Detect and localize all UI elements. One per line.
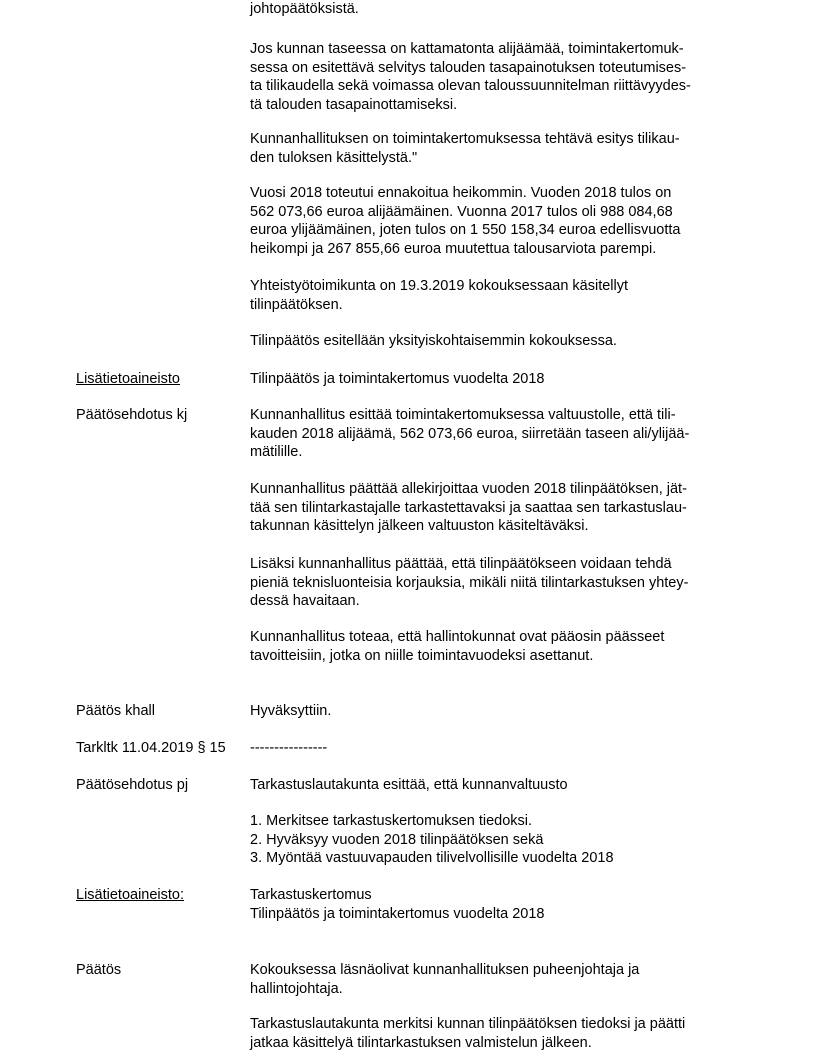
paatosehdotus-pj-intro xyxy=(250,776,750,795)
text-line: Jos kunnan taseessa on kattamatonta alijäämää, toimintakertomuk- xyxy=(250,41,684,57)
text-line: Tilinpäätös ja toimintakertomus vuodelta 2018 xyxy=(250,905,545,922)
text-line: Kunnanhallitus päättää allekirjoittaa vuoden 2018 tilinpäätöksen, jät- xyxy=(250,481,687,497)
text-line: tää sen tilintarkastajalle tarkastettavaksi ja saattaa sen tarkastuslau- xyxy=(250,499,687,516)
paatos-label: Päätös xyxy=(76,962,122,978)
text-line: takunnan käsittelyn jälkeen valtuuston käsiteltäväksi. xyxy=(250,518,589,534)
text-line: Kunnanhallituksen on toimintakertomuksessa tehtävä esitys tilikau- xyxy=(250,131,680,147)
text-line: tilinpäätöksen. xyxy=(250,296,343,313)
paatos-khall-label: Päätös khall xyxy=(76,703,155,719)
intro-paragraph-2 xyxy=(250,130,750,167)
lisatietoaineisto-text xyxy=(250,370,750,389)
text-line: Kunnanhallitus esittää toimintakertomuksessa valtuustolle, että tili- xyxy=(250,407,676,423)
intro-paragraph-4 xyxy=(250,277,750,314)
paatos-paragraph-1 xyxy=(250,961,750,998)
list-item: 2. Hyväksyy vuoden 2018 tilinpäätöksen sekä xyxy=(250,831,544,848)
intro-paragraph-5 xyxy=(250,332,750,351)
paatosehdotus-kj-paragraph-3 xyxy=(250,555,750,611)
text-line: sessa on esitettävä selvitys talouden tasapainotuksen toteutumises- xyxy=(250,59,687,76)
paatosehdotus-pj-label: Päätösehdotus pj xyxy=(76,777,189,793)
text-line: Tarkastuslautakunta esittää, että kunnanvaltuusto xyxy=(250,777,568,793)
text-line: jatkaa käsittelyä tilintarkastuksen valmistelun jälkeen. xyxy=(250,1034,592,1051)
intro-paragraph-1 xyxy=(250,40,750,114)
text-line: dessä havaitaan. xyxy=(250,593,360,609)
text-line: den tuloksen käsittelystä." xyxy=(250,149,418,166)
text-line: Kokouksessa läsnäolivat kunnanhallituksen puheenjohtaja ja xyxy=(250,962,640,978)
text-line: euroa ylijäämäinen, joten tulos on 1 550 158,34 euroa edellisvuotta xyxy=(250,222,681,238)
text-line: 562 073,66 euroa alijäämäinen. Vuonna 2017 tulos oli 988 084,68 xyxy=(250,203,673,220)
text-line: Vuosi 2018 toteutui ennakoitua heikommin. Vuoden 2018 tulos on xyxy=(250,185,672,201)
paatosehdotus-kj-paragraph-1 xyxy=(250,406,750,462)
text-line: Tarkastuskertomus xyxy=(250,887,372,903)
intro-top-fragment xyxy=(250,0,750,19)
lisatietoaineisto-2-label: Lisätietoaineisto: xyxy=(76,887,185,903)
text-line: Hyväksyttiin. xyxy=(250,703,332,719)
text-line: tä talouden tasapainottamiseksi. xyxy=(250,96,458,113)
lisatietoaineisto-2-text xyxy=(250,886,750,923)
text-line: johtopäätöksistä. xyxy=(250,1,359,17)
paatosehdotus-pj-list xyxy=(250,812,750,868)
text-line: heikompi ja 267 855,66 euroa muutettua talousarviota parempi. xyxy=(250,240,657,257)
text-line: Tilinpäätös esitellään yksityiskohtaisemmin kokouksessa. xyxy=(250,333,617,349)
list-item: 1. Merkitsee tarkastuskertomuksen tiedoksi. xyxy=(250,813,533,829)
paatosehdotus-kj-paragraph-2 xyxy=(250,480,750,536)
text-line: pieniä teknisluonteisia korjauksia, mikäli niitä tilintarkastuksen yhtey- xyxy=(250,574,689,591)
tarkltk-label: Tarkltk 11.04.2019 § 15 xyxy=(76,740,226,756)
text-line: Yhteistyötoimikunta on 19.3.2019 kokouksessaan käsitellyt xyxy=(250,278,629,294)
text-line: hallintojohtaja. xyxy=(250,980,343,997)
paatos-khall-text xyxy=(250,702,750,721)
paatos-paragraph-2 xyxy=(250,1015,750,1052)
text-line: Tarkastuslautakunta merkitsi kunnan tilinpäätöksen tiedoksi ja päätti xyxy=(250,1016,686,1032)
text-line: tavoitteisiin, jotka on niille toimintavuodeksi asettanut. xyxy=(250,647,594,664)
text-line: ---------------- xyxy=(250,740,328,756)
text-line: mätilille. xyxy=(250,444,303,460)
tarkltk-separator xyxy=(250,739,750,758)
intro-paragraph-3 xyxy=(250,184,750,258)
lisatietoaineisto-label: Lisätietoaineisto xyxy=(76,371,180,387)
paatosehdotus-kj-label: Päätösehdotus kj xyxy=(76,407,188,423)
paatosehdotus-kj-paragraph-4 xyxy=(250,628,750,665)
text-line: Lisäksi kunnanhallitus päättää, että tilinpäätökseen voidaan tehdä xyxy=(250,556,672,572)
text-line: ta tilikaudella sekä voimassa olevan taloussuunnitelman riittävyydes- xyxy=(250,78,691,94)
text-line: kauden 2018 alijäämä, 562 073,66 euroa, siirretään taseen ali/ylijää- xyxy=(250,425,690,442)
list-item: 3. Myöntää vastuuvapauden tilivelvollisille vuodelta 2018 xyxy=(250,850,614,866)
text-line: Kunnanhallitus toteaa, että hallintokunnat ovat pääosin päässeet xyxy=(250,629,665,645)
text-line: Tilinpäätös ja toimintakertomus vuodelta 2018 xyxy=(250,371,545,387)
